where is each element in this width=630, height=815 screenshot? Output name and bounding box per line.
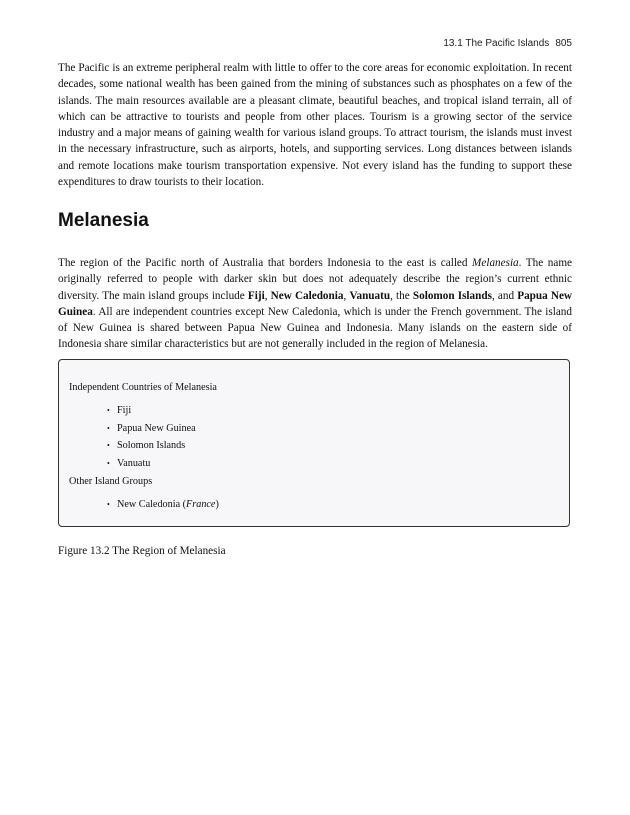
text-run: , and — [491, 289, 518, 302]
melanesia-paragraph — [58, 255, 572, 353]
text-run: The region of the Pacific north of Australia that borders Indonesia to the east is called — [58, 257, 473, 269]
item-name: New Caledonia ( — [117, 499, 187, 510]
text-run: . All are independent countries except New Caledonia, which is under the French government. The island of New Guinea is shared between Papua New Guinea and Indonesia. Many islands on the eastern side of Indonesia share similar characteristics but are not generally included in the region of Melanesia. — [58, 305, 572, 351]
term-new-caledonia: New Caledonia — [270, 289, 344, 302]
list-item: • Solomon Islands — [107, 437, 196, 455]
running-header-section: 13.1 The Pacific Islands — [443, 38, 550, 49]
other-island-groups-list — [107, 496, 219, 514]
intro-paragraph: The Pacific is an extreme peripheral realm with little to offer to the core areas for economic exploitation. In recent decades, some national wealth has been gained from the mining of substances such as phosphates on a few of the islands. The main resources available are a pleasant climate, beautiful beaches, and tropical island terrain, all of which can be attractive to tourists and people from other places. Tourism is a growing sector of the service industry and a major means of gaining wealth for various island groups. To attract tourism, the islands must invest in the necessary infrastructure, such as airports, hotels, and supporting services. Long distances between islands and remote locations make tourism transportation expensive. Not every island has the funding to support these expenditures to draw tourists to their location. — [58, 62, 572, 189]
text-run: . The name originally referred to people with darker skin but does not adequately describe the region’s current ethnic diversity. The main island groups include — [58, 257, 572, 302]
text-run: , — [264, 289, 271, 302]
term-solomon-islands: Solomon Islands — [412, 289, 492, 302]
list-item: • Fiji — [107, 402, 196, 420]
section-heading: Melanesia — [58, 210, 149, 231]
figure-caption: Figure 13.2 The Region of Melanesia — [58, 545, 226, 557]
group-title-independent: Independent Countries of Melanesia — [69, 382, 217, 393]
text-run: , — [343, 289, 350, 302]
item-note: France — [186, 499, 216, 510]
item-close: ) — [215, 499, 219, 510]
list-item — [107, 496, 219, 514]
term-melanesia: Melanesia — [472, 257, 519, 269]
text-run: , the — [390, 289, 413, 302]
term-vanuatu: Vanuatu — [349, 289, 391, 302]
term-fiji: Fiji — [247, 289, 265, 302]
list-item: • Vanuatu — [107, 455, 196, 473]
term-papua-new-guinea: Papua New Guinea — [58, 289, 572, 318]
independent-countries-list — [107, 402, 196, 472]
figure-box — [58, 359, 570, 527]
running-header — [443, 38, 572, 49]
page-number: 805 — [555, 38, 572, 49]
group-title-other: Other Island Groups — [69, 476, 153, 487]
list-item: • Papua New Guinea — [107, 420, 196, 438]
